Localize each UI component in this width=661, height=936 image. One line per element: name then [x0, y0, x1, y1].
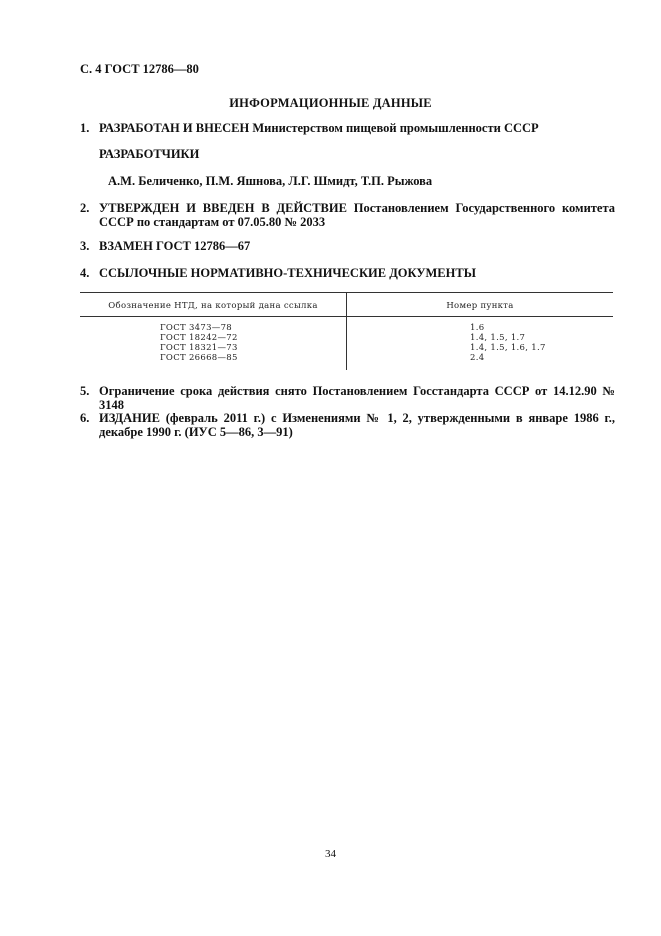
- table-cell-clause: 1.4, 1.5, 1.6, 1.7: [470, 343, 546, 353]
- item-heading: УТВЕРЖДЕН И ВВЕДЕН В ДЕЙСТВИЕ: [99, 201, 347, 215]
- item-1: [80, 121, 615, 135]
- item-heading: ССЫЛОЧНЫЕ НОРМАТИВНО-ТЕХНИЧЕСКИЕ ДОКУМЕНТЫ: [99, 266, 476, 280]
- table-cell-document: ГОСТ 18242—72: [160, 333, 238, 343]
- table-cell-clause: 1.4, 1.5, 1.7: [470, 333, 526, 343]
- table-header-document: Обозначение НТД, на который дана ссылка: [108, 301, 318, 311]
- item-text: Министерством пищевой промышленности СССР: [249, 121, 539, 135]
- item-5: [80, 384, 615, 412]
- table-cell-document: ГОСТ 18321—73: [160, 343, 238, 353]
- table-column-documents: [160, 323, 238, 363]
- item-number: 5.: [80, 384, 90, 398]
- table-header-clause: Номер пункта: [446, 301, 514, 311]
- developers-label: РАЗРАБОТЧИКИ: [99, 147, 200, 161]
- item-number: 1.: [80, 121, 90, 135]
- item-text: (февраль 2011 г.) с Изменениями № 1, 2, утвержденными в январе 1986 г., декабре 1990 г. (ИУС 5—86, 3—91): [99, 411, 615, 439]
- item-3: [80, 239, 615, 253]
- item-heading: ВЗАМЕН ГОСТ 12786—67: [99, 239, 251, 253]
- item-number: 2.: [80, 201, 90, 215]
- item-4: [80, 266, 615, 280]
- section-title: ИНФОРМАЦИОННЫЕ ДАННЫЕ: [229, 96, 432, 110]
- item-number: 3.: [80, 239, 90, 253]
- table-column-clauses: [470, 323, 546, 363]
- page-number: 34: [325, 848, 336, 860]
- item-heading: Ограничение срока действия снято Постановлением Госстандарта СССР от 14.12.90 № 3148: [99, 384, 615, 412]
- reference-table: [80, 292, 613, 370]
- table-cell-document: ГОСТ 3473—78: [160, 323, 233, 333]
- table-cell-document: ГОСТ 26668—85: [160, 353, 238, 363]
- table-cell-clause: 2.4: [470, 353, 485, 363]
- table-cell-clause: 1.6: [470, 323, 485, 333]
- item-2: [80, 201, 615, 229]
- item-number: 6.: [80, 411, 90, 425]
- item-6: [80, 411, 615, 439]
- page-header: С. 4 ГОСТ 12786—80: [80, 62, 199, 76]
- item-text: Постановлением Государственного комитета СССР по стандартам от 07.05.80 № 2033: [99, 201, 616, 229]
- item-number: 4.: [80, 266, 90, 280]
- item-heading: ИЗДАНИЕ: [99, 411, 160, 425]
- item-heading: РАЗРАБОТАН И ВНЕСЕН: [99, 121, 250, 135]
- developers-list: А.М. Беличенко, П.М. Яшнова, Л.Г. Шмидт, Т.П. Рыжова: [108, 174, 433, 188]
